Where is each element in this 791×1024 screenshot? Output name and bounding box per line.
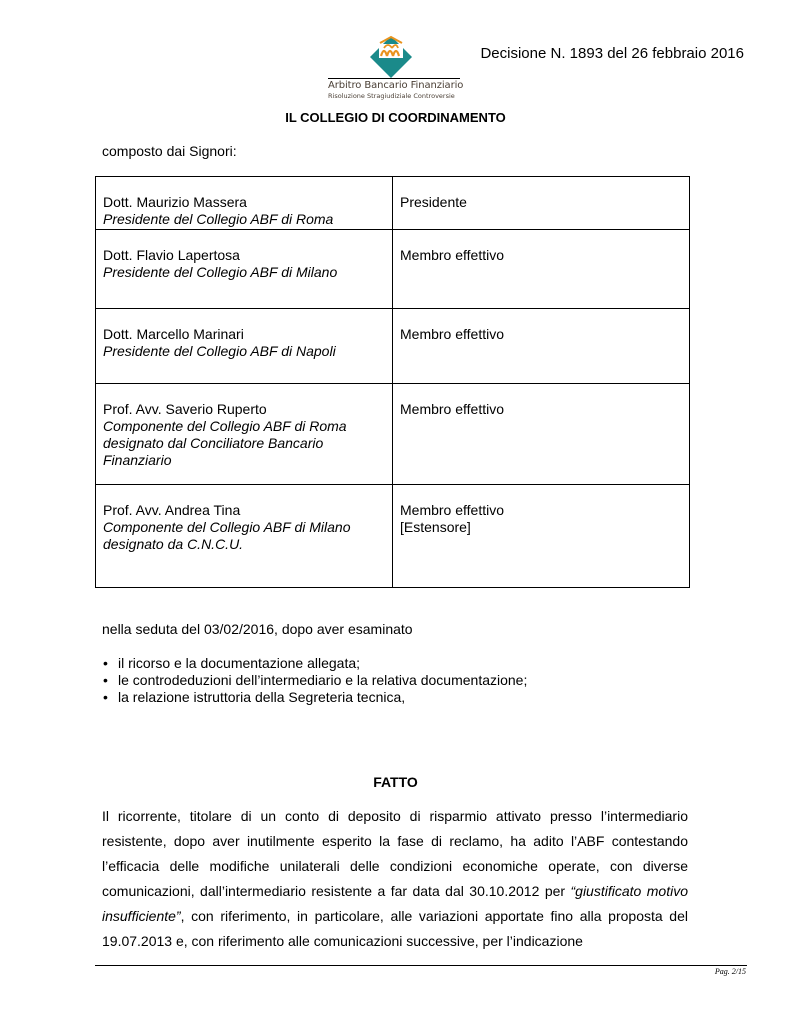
member-name: Prof. Avv. Saverio Ruperto xyxy=(103,401,267,417)
members-table xyxy=(95,176,690,588)
member-role: Presidente del Collegio ABF di Napoli xyxy=(103,343,336,359)
table-row xyxy=(96,309,690,384)
position-cell xyxy=(393,485,690,588)
table-row xyxy=(96,177,690,230)
member-name: Prof. Avv. Andrea Tina xyxy=(103,502,241,518)
member-position: Presidente xyxy=(400,194,467,210)
member-cell xyxy=(96,309,393,384)
member-position: Membro effettivo xyxy=(400,502,505,518)
member-position: [Estensore] xyxy=(400,519,471,535)
position-cell xyxy=(393,384,690,485)
member-role: Presidente del Collegio ABF di Roma xyxy=(103,211,334,227)
member-role: Componente del Collegio ABF di Roma xyxy=(103,418,347,434)
decision-title: Decisione N. 1893 del 26 febbraio 2016 xyxy=(480,45,744,62)
abf-emblem-icon xyxy=(368,34,414,78)
page-number: Pag. 2/15 xyxy=(714,967,746,976)
member-cell xyxy=(96,177,393,230)
logo-name: Arbitro Bancario Finanziario xyxy=(328,80,464,91)
list-item: • il ricorso e la documentazione allegata; xyxy=(102,655,527,672)
member-name: Dott. Marcello Marinari xyxy=(103,326,244,342)
composed-label: composto dai Signori: xyxy=(102,143,237,159)
paragraph-quote: “giustificato motivo insufficiente” xyxy=(102,883,688,924)
fatto-paragraph xyxy=(102,804,688,954)
member-role: Componente del Collegio ABF di Milano xyxy=(103,519,351,535)
table-row xyxy=(96,485,690,588)
member-position: Membro effettivo xyxy=(400,326,505,342)
member-name: Dott. Maurizio Massera xyxy=(103,194,247,210)
member-role: Presidente del Collegio ABF di Milano xyxy=(103,264,338,280)
position-cell xyxy=(393,230,690,309)
member-cell xyxy=(96,384,393,485)
logo-subtitle: Risoluzione Stragiudiziale Controversie xyxy=(328,92,455,100)
position-cell xyxy=(393,309,690,384)
list-item: • le controdeduzioni dell’intermediario e la relativa documentazione; xyxy=(102,672,527,689)
member-position: Membro effettivo xyxy=(400,401,505,417)
college-title: IL COLLEGIO DI COORDINAMENTO xyxy=(285,110,506,125)
member-cell xyxy=(96,230,393,309)
member-role: Finanziario xyxy=(103,452,172,468)
table-row xyxy=(96,230,690,309)
member-cell xyxy=(96,485,393,588)
member-role: designato da C.N.C.U. xyxy=(103,536,244,552)
position-cell xyxy=(393,177,690,230)
table-row xyxy=(96,384,690,485)
list-item: • la relazione istruttoria della Segreteria tecnica, xyxy=(102,689,527,706)
paragraph-text: , con riferimento, in particolare, alle variazioni apportate fino alla proposta del 19.07.2013 e, con riferimento alle comunicazioni successive, per l’indicazione xyxy=(102,908,688,949)
member-position: Membro effettivo xyxy=(400,247,505,263)
fatto-heading: FATTO xyxy=(373,774,418,790)
member-name: Dott. Flavio Lapertosa xyxy=(103,247,240,263)
logo-divider xyxy=(328,78,460,79)
abf-logo xyxy=(322,34,464,104)
session-text: nella seduta del 03/02/2016, dopo aver esaminato xyxy=(102,621,413,637)
member-role: designato dal Conciliatore Bancario xyxy=(103,435,324,451)
examined-list xyxy=(102,655,527,706)
footer-divider xyxy=(95,965,747,966)
paragraph-text: Il ricorrente, titolare di un conto di deposito di risparmio attivato presso l’intermediario resistente, dopo aver inutilmente esperito la fase di reclamo, ha adito l’ABF contestando l’efficacia delle modifiche unilaterali delle condizioni economiche operate, con diverse comunicazioni, dall’intermediario resistente a far data dal 30.10.2012 per xyxy=(102,808,688,899)
